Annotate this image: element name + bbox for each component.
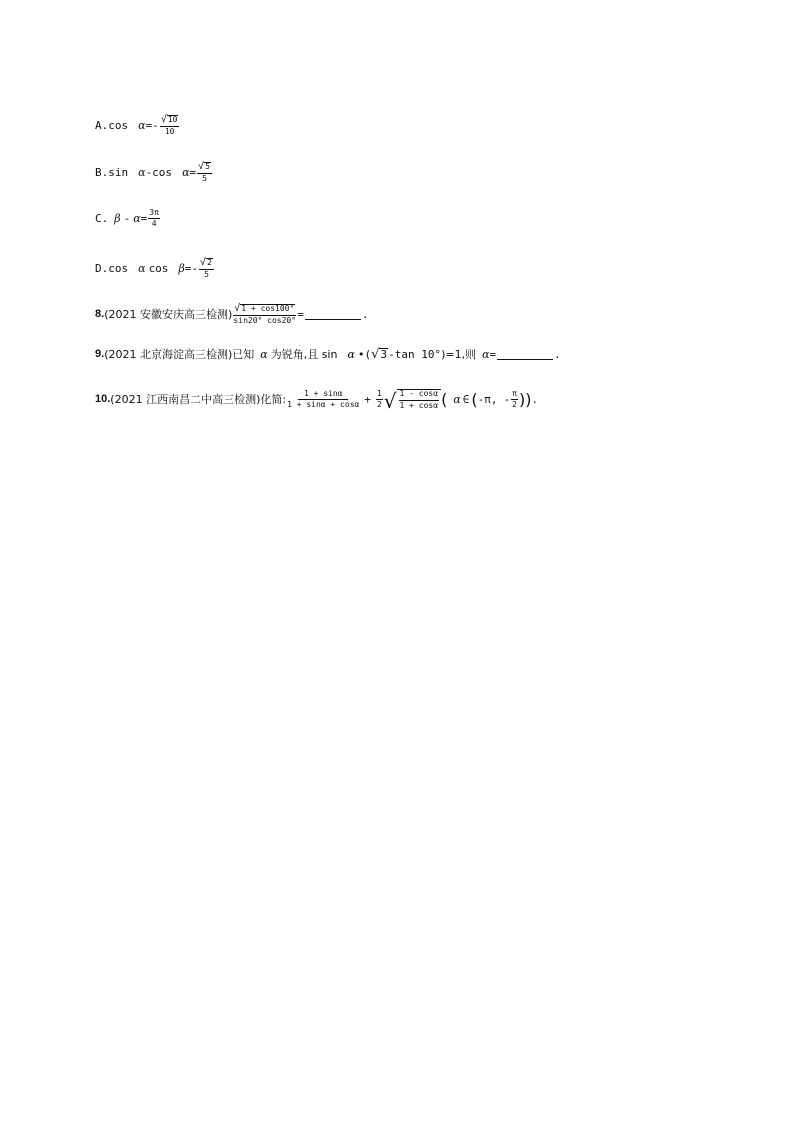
question-10-neg-pi: -π, bbox=[477, 393, 498, 407]
question-10-pi-num: π bbox=[512, 389, 517, 399]
option-b-fraction: √ 5 5 bbox=[198, 161, 210, 183]
question-9-close: )=1,则 bbox=[441, 348, 477, 362]
question-9-sqrt: √ 3 bbox=[371, 347, 388, 363]
option-b-eq: = bbox=[189, 166, 197, 179]
question-9 bbox=[95, 348, 561, 361]
question-8-end: . bbox=[361, 308, 369, 321]
option-b-var1: α bbox=[138, 166, 146, 179]
question-10-neg: - bbox=[503, 393, 511, 407]
option-a bbox=[95, 115, 180, 136]
option-b-f2: -cos bbox=[145, 166, 173, 179]
option-d-f2: cos bbox=[148, 262, 169, 275]
question-10-plus: + bbox=[364, 393, 371, 407]
question-9-alpha3: α bbox=[482, 348, 490, 362]
question-8-numerator: 1 + cos100° bbox=[241, 304, 295, 314]
option-a-den: 10 bbox=[164, 127, 175, 136]
option-a-func: cos bbox=[108, 119, 129, 132]
option-d-num: 2 bbox=[207, 258, 212, 268]
option-c-label: C. bbox=[95, 212, 109, 225]
question-8-source: (2021 安徽安庆高三检测) bbox=[104, 308, 233, 321]
option-c-num: 3π bbox=[149, 208, 159, 217]
option-d-f1: cos bbox=[108, 262, 129, 275]
question-8-number: 8. bbox=[95, 308, 105, 320]
question-8-answer-blank bbox=[305, 310, 361, 320]
option-b bbox=[95, 162, 213, 183]
question-10-alpha: α bbox=[453, 393, 461, 407]
option-d-label: D. bbox=[95, 262, 109, 275]
question-9-eq: = bbox=[489, 348, 497, 362]
option-c-den: 4 bbox=[151, 219, 157, 228]
option-b-var2: α bbox=[182, 166, 190, 179]
question-9-dot: •( bbox=[357, 348, 372, 362]
question-9-alpha: α bbox=[260, 348, 268, 362]
question-10-source: (2021 江西南昌二中高三检测)化简: bbox=[110, 393, 287, 407]
question-10-fraction-2 bbox=[399, 390, 440, 411]
option-c-eq: = bbox=[140, 212, 148, 225]
question-10-fraction-1 bbox=[287, 390, 359, 409]
option-a-label: A. bbox=[95, 119, 109, 132]
question-10-open-paren: ( bbox=[441, 389, 448, 409]
question-10-sqrt: √ $\frac{1 - \cos\alpha}{1 + \cos\alpha}$ bbox=[384, 389, 441, 411]
question-9-number: 9. bbox=[95, 348, 105, 361]
question-9-root: 3 bbox=[380, 348, 388, 361]
question-9-answer-blank bbox=[497, 350, 553, 360]
question-10-half-num: 1 bbox=[376, 389, 382, 399]
question-10-half-den: 2 bbox=[376, 400, 382, 410]
option-a-num: 10 bbox=[167, 115, 178, 125]
option-b-num: 5 bbox=[205, 162, 210, 172]
question-8-fraction: √ 1 + cos100° sin20° cos20° bbox=[233, 303, 297, 325]
option-a-var: α bbox=[138, 119, 146, 132]
question-8-eq: = bbox=[297, 308, 304, 321]
question-8 bbox=[95, 304, 369, 325]
option-d-fraction: √ 2 5 bbox=[200, 257, 212, 279]
question-10-end: . bbox=[531, 393, 539, 407]
question-10-in: ∈ bbox=[462, 393, 470, 407]
option-d-eq: =- bbox=[184, 262, 199, 275]
question-10-number: 10. bbox=[95, 393, 111, 406]
option-d bbox=[95, 258, 215, 279]
question-9-alpha2: α bbox=[347, 348, 355, 362]
question-10-half bbox=[376, 390, 383, 409]
question-8-denominator: sin20° cos20° bbox=[233, 316, 297, 325]
question-10-pi-fraction bbox=[511, 390, 518, 409]
option-d-den: 5 bbox=[204, 270, 209, 279]
question-9-tan: -tan 10° bbox=[388, 348, 442, 362]
option-d-var2: β bbox=[178, 262, 185, 275]
option-c-alpha: α bbox=[133, 212, 141, 225]
question-10-frac1-den: 1 + sinα + cosα bbox=[287, 400, 360, 410]
option-b-label: B. bbox=[95, 166, 109, 179]
question-9-mid: 为锐角,且 sin bbox=[270, 348, 338, 362]
option-c bbox=[95, 209, 161, 228]
option-c-minus: - bbox=[123, 212, 131, 225]
question-10 bbox=[95, 389, 538, 411]
option-b-f1: sin bbox=[108, 166, 129, 179]
question-10-frac2-den: 1 + cosα bbox=[399, 400, 439, 410]
option-d-var1: α bbox=[138, 262, 146, 275]
question-9-source: (2021 北京海淀高三检测)已知 bbox=[104, 348, 255, 362]
question-10-open-paren-2: ( bbox=[471, 389, 478, 409]
question-10-frac1-num: 1 + sinα bbox=[298, 390, 349, 400]
option-c-fraction bbox=[148, 209, 160, 228]
option-a-eq: =- bbox=[145, 119, 159, 132]
question-9-end: . bbox=[554, 348, 561, 362]
question-10-pi-den: 2 bbox=[512, 400, 517, 410]
option-a-fraction: √ 10 10 bbox=[160, 114, 178, 136]
question-10-frac2-num: 1 - cosα bbox=[399, 390, 440, 401]
option-c-beta: β bbox=[114, 212, 121, 225]
option-b-den: 5 bbox=[202, 174, 207, 183]
question-10-close-parens: )) bbox=[518, 389, 532, 409]
